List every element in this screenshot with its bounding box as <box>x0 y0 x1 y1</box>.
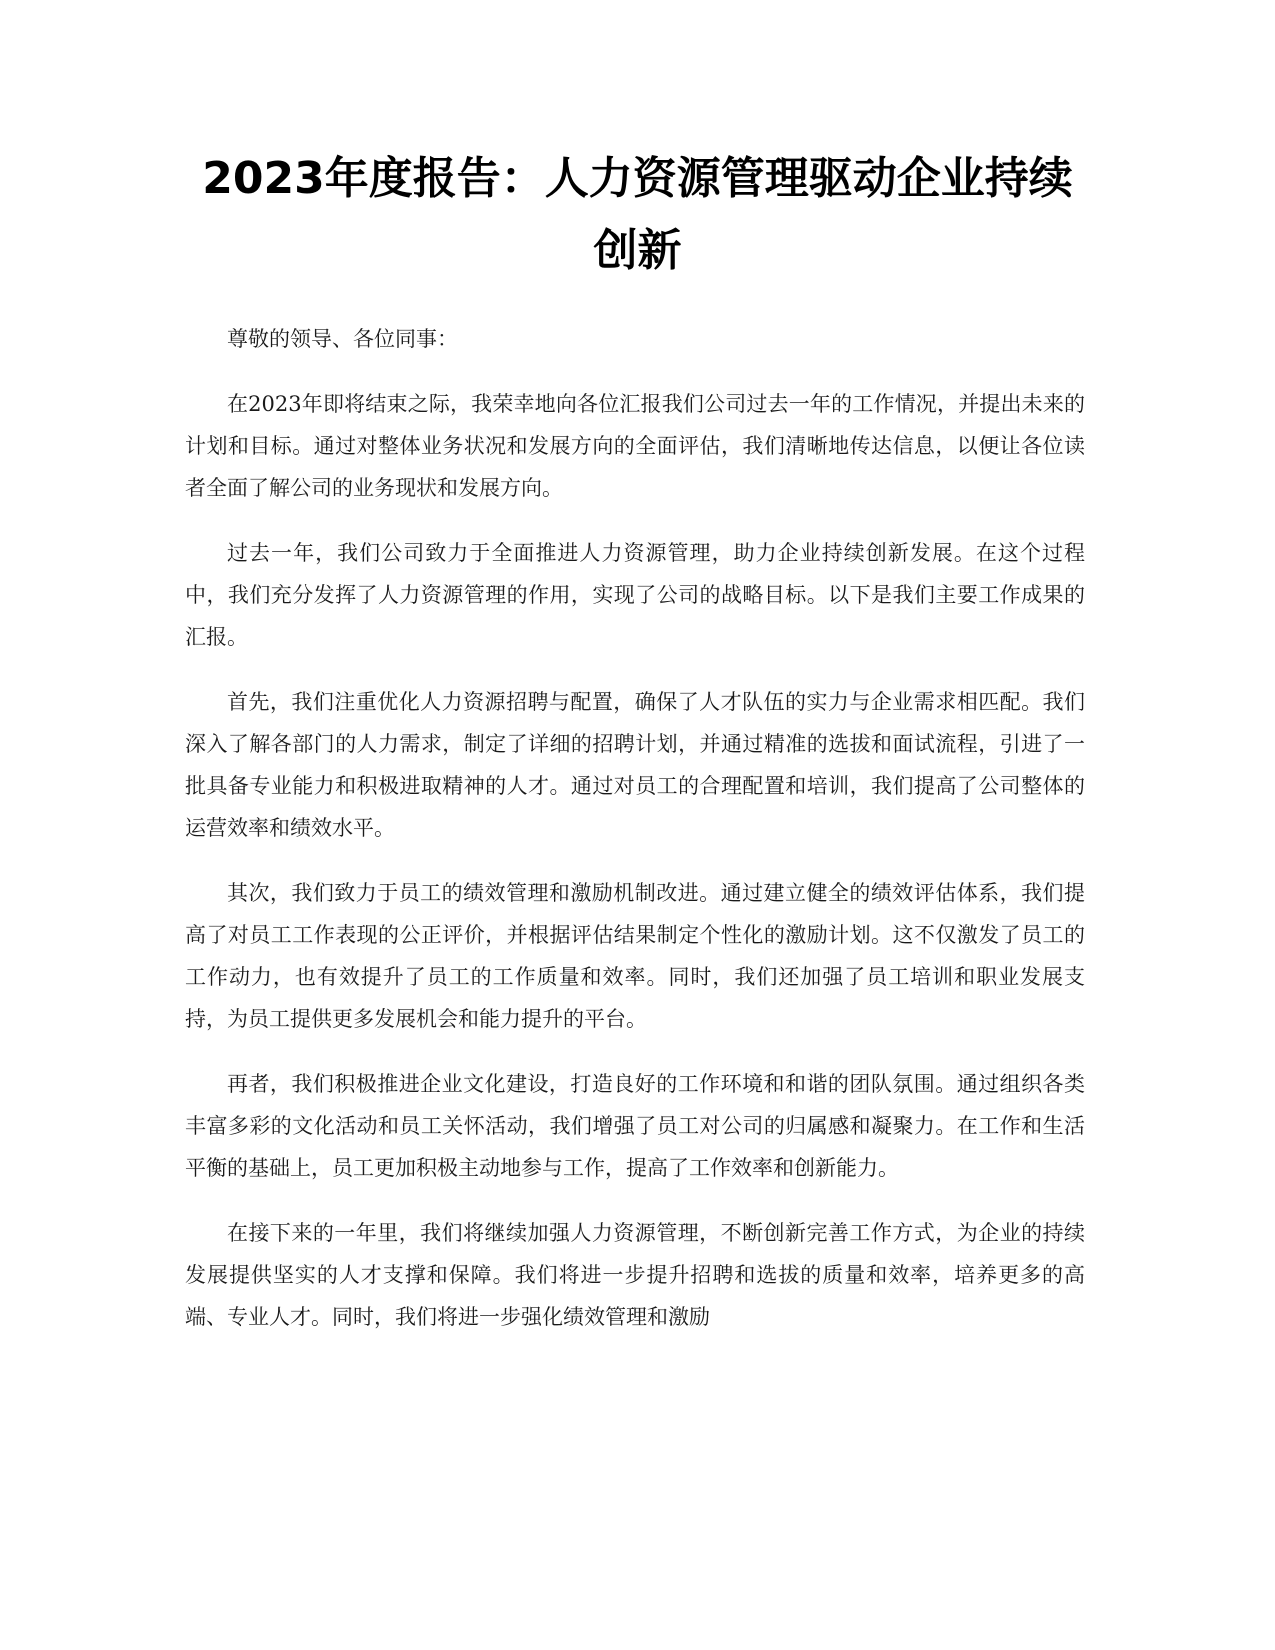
title-line-1: 2023年度报告：人力资源管理驱动企业持续 <box>202 153 1073 204</box>
paragraph-recruitment: 首先，我们注重优化人力资源招聘与配置，确保了人才队伍的实力与企业需求相匹配。我们深入了解各部门的人力需求，制定了详细的招聘计划，并通过精准的选拔和面试流程，引进了一批具备专业能力和积极进取精神的人才。通过对员工的合理配置和培训，我们提高了公司整体的运营效率和绩效水平。 <box>185 690 1085 840</box>
document-body <box>185 318 1085 1361</box>
paragraph-intro: 在2023年即将结束之际，我荣幸地向各位汇报我们公司过去一年的工作情况，并提出未来的计划和目标。通过对整体业务状况和发展方向的全面评估，我们清晰地传达信息，以便让各位读者全面了解公司的业务现状和发展方向。 <box>185 392 1085 500</box>
salutation: 尊敬的领导、各位同事： <box>227 327 458 351</box>
paragraph-overview: 过去一年，我们公司致力于全面推进人力资源管理，助力企业持续创新发展。在这个过程中，我们充分发挥了人力资源管理的作用，实现了公司的战略目标。以下是我们主要工作成果的汇报。 <box>185 541 1085 649</box>
paragraph-next-year: 在接下来的一年里，我们将继续加强人力资源管理，不断创新完善工作方式，为企业的持续发展提供坚实的人才支撑和保障。我们将进一步提升招聘和选拔的质量和效率，培养更多的高端、专业人才。同时，我们将进一步强化绩效管理和激励 <box>185 1221 1085 1329</box>
paragraph-culture: 再者，我们积极推进企业文化建设，打造良好的工作环境和和谐的团队氛围。通过组织各类丰富多彩的文化活动和员工关怀活动，我们增强了员工对公司的归属感和凝聚力。在工作和生活平衡的基础上，员工更加积极主动地参与工作，提高了工作效率和创新能力。 <box>185 1072 1085 1180</box>
document-title <box>150 143 1125 287</box>
paragraph-performance: 其次，我们致力于员工的绩效管理和激励机制改进。通过建立健全的绩效评估体系，我们提高了对员工工作表现的公正评价，并根据评估结果制定个性化的激励计划。这不仅激发了员工的工作动力，也有效提升了员工的工作质量和效率。同时，我们还加强了员工培训和职业发展支持，为员工提供更多发展机会和能力提升的平台。 <box>185 881 1085 1031</box>
title-line-2: 创新 <box>593 225 682 276</box>
